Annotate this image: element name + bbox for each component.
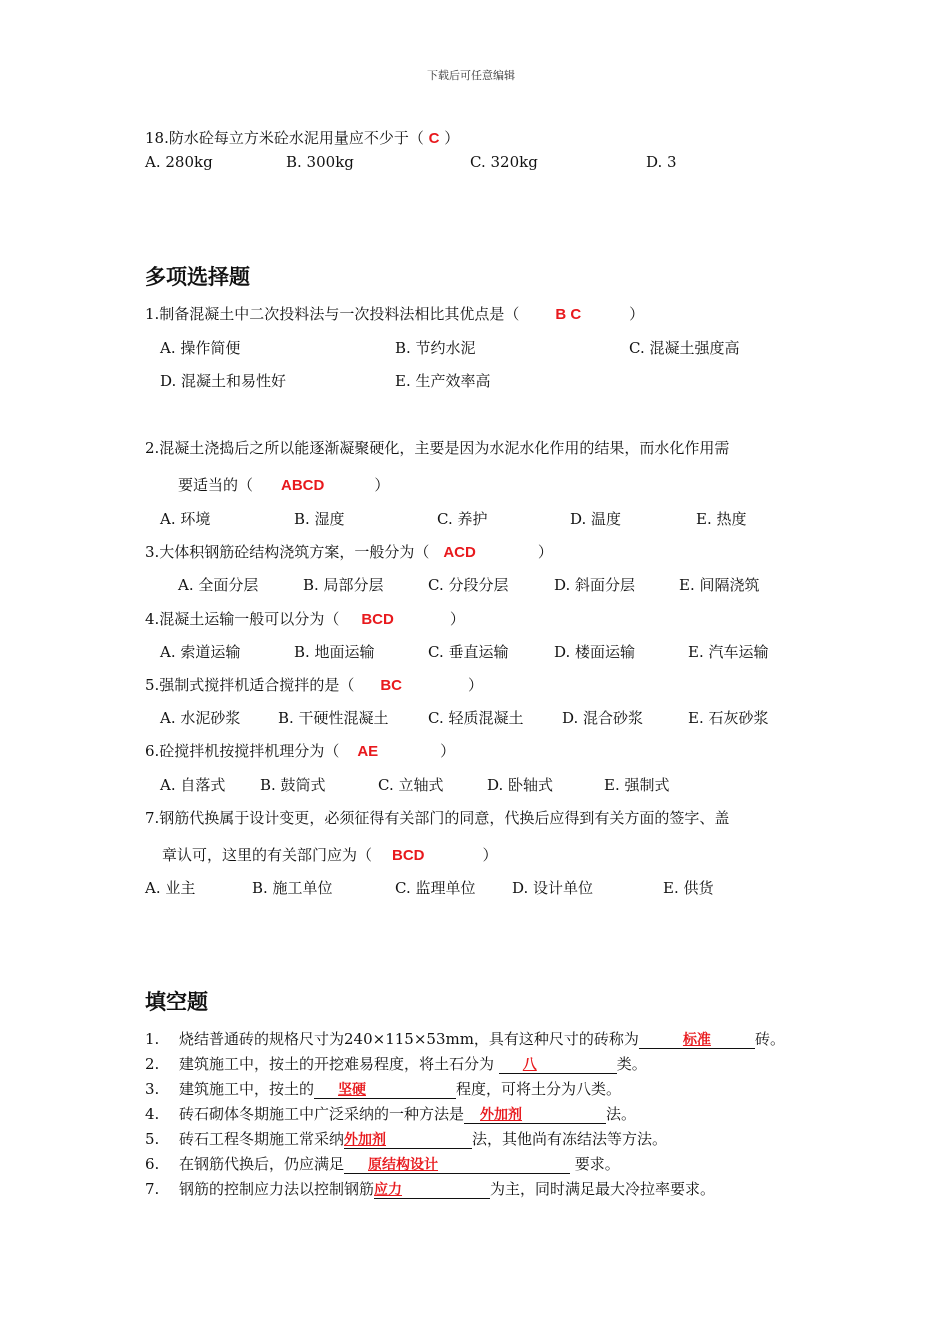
option: D. 卧轴式 xyxy=(487,776,554,794)
option: D. 温度 xyxy=(570,510,622,528)
question-stem: 5.强制式搅拌机适合搅拌的是（ xyxy=(145,676,355,694)
option: A. 操作简便 xyxy=(160,339,241,357)
question-18 xyxy=(145,127,459,148)
question-stem: 要适当的（ xyxy=(178,476,254,494)
fill-item-1 xyxy=(145,1028,785,1049)
fill-item-4 xyxy=(145,1103,636,1124)
answer: C xyxy=(428,130,440,147)
multi-question-1 xyxy=(145,303,644,324)
item-number: 5. xyxy=(145,1130,160,1148)
answer: BC xyxy=(380,677,402,694)
fill-item-6 xyxy=(145,1153,620,1174)
question-close: ） xyxy=(449,610,465,628)
answer: ACD xyxy=(443,544,476,561)
answer-blank xyxy=(344,1131,472,1149)
item-text-after: 类。 xyxy=(616,1055,647,1073)
item-number: 3. xyxy=(145,1080,160,1098)
option: E. 生产效率高 xyxy=(395,372,491,390)
question-close: ） xyxy=(482,846,498,864)
option: E. 热度 xyxy=(696,510,747,528)
fill-item-3 xyxy=(145,1078,621,1099)
question-stem: 章认可，这里的有关部门应为（ xyxy=(162,846,373,864)
answer: 外加剂 xyxy=(344,1131,387,1147)
multi-question-2: 2.混凝土浇捣后之所以能逐渐凝聚硬化，主要是因为水泥水化作用的结果，而水化作用需 xyxy=(145,439,730,457)
item-text: 砖石工程冬期施工常采纳 xyxy=(179,1130,345,1148)
option: B. 干硬性混凝土 xyxy=(278,709,389,727)
answer-blank xyxy=(314,1081,456,1099)
multi-question-5 xyxy=(145,674,483,695)
item-number: 6. xyxy=(145,1155,160,1173)
question-stem: 4.混凝土运输一般可以分为（ xyxy=(145,610,340,628)
multi-question-7: 7.钢筋代换属于设计变更，必须征得有关部门的同意，代换后应得到有关方面的签字、盖 xyxy=(145,809,730,827)
option: B. 局部分层 xyxy=(303,576,384,594)
multi-question-3 xyxy=(145,541,553,562)
fill-item-5 xyxy=(145,1128,667,1149)
option: D. 3 xyxy=(646,153,677,171)
option: A. 自落式 xyxy=(160,776,226,794)
section-title-fill: 填空题 xyxy=(145,990,208,1014)
answer: 坚硬 xyxy=(338,1081,367,1097)
answer: B C xyxy=(555,306,582,323)
answer-blank xyxy=(344,1156,570,1174)
option: A. 环境 xyxy=(160,510,211,528)
option: C. 320kg xyxy=(470,153,538,171)
option: E. 间隔浇筑 xyxy=(679,576,760,594)
multi-question-6 xyxy=(145,740,455,761)
question-stem: 18.防水砼每立方米砼水泥用量应不少于（ xyxy=(145,129,424,147)
question-close: ） xyxy=(444,129,460,147)
item-text-after: 程度，可将土分为八类。 xyxy=(456,1080,622,1098)
option: E. 强制式 xyxy=(604,776,670,794)
option: C. 轻质混凝土 xyxy=(428,709,524,727)
answer: 原结构设计 xyxy=(368,1156,439,1172)
option: D. 设计单位 xyxy=(512,879,594,897)
multi-question-4 xyxy=(145,608,465,629)
option: D. 斜面分层 xyxy=(554,576,636,594)
option: D. 混凝土和易性好 xyxy=(160,372,287,390)
option: C. 监理单位 xyxy=(395,879,476,897)
answer: 八 xyxy=(522,1056,537,1072)
item-text-after: 为主，同时满足最大冷拉率要求。 xyxy=(490,1180,716,1198)
answer: 应力 xyxy=(374,1181,403,1197)
answer-blank xyxy=(464,1106,606,1124)
option: C. 混凝土强度高 xyxy=(629,339,740,357)
question-close: ） xyxy=(374,476,390,494)
question-close: ） xyxy=(440,742,456,760)
option: A. 业主 xyxy=(145,879,196,897)
question-close: ） xyxy=(468,676,484,694)
item-text: 建筑施工中，按土的开挖难易程度，将土石分为 xyxy=(179,1055,499,1073)
item-text: 砖石砌体冬期施工中广泛采纳的一种方法是 xyxy=(179,1105,465,1123)
item-text-after: 法，其他尚有冻结法等方法。 xyxy=(472,1130,668,1148)
option: B. 湿度 xyxy=(294,510,345,528)
item-text: 在钢筋代换后，仍应满足 xyxy=(179,1155,345,1173)
question-stem: 6.砼搅拌机按搅拌机理分为（ xyxy=(145,742,340,760)
question-stem: 3.大体积钢筋砼结构浇筑方案，一般分为（ xyxy=(145,543,430,561)
option: E. 石灰砂浆 xyxy=(688,709,769,727)
option: A. 索道运输 xyxy=(160,643,241,661)
answer: BCD xyxy=(361,611,394,628)
option: B. 地面运输 xyxy=(294,643,375,661)
section-title-multi: 多项选择题 xyxy=(145,265,250,289)
option: D. 楼面运输 xyxy=(554,643,636,661)
answer: AE xyxy=(357,743,379,760)
answer: 外加剂 xyxy=(480,1106,523,1122)
multi-question-7-line2 xyxy=(162,844,498,865)
answer-blank xyxy=(374,1181,490,1199)
option: D. 混合砂浆 xyxy=(562,709,644,727)
answer: 标准 xyxy=(682,1031,711,1047)
item-text-after: 要求。 xyxy=(570,1155,620,1173)
item-text: 建筑施工中，按土的 xyxy=(179,1080,315,1098)
item-number: 4. xyxy=(145,1105,160,1123)
item-text: 钢筋的控制应力法以控制钢筋 xyxy=(179,1180,375,1198)
answer-blank xyxy=(639,1031,755,1049)
question-close: ） xyxy=(537,543,553,561)
option: B. 施工单位 xyxy=(252,879,333,897)
option: C. 分段分层 xyxy=(428,576,509,594)
option: B. 300kg xyxy=(286,153,354,171)
option: E. 供货 xyxy=(663,879,714,897)
item-text-after: 砖。 xyxy=(754,1030,785,1048)
question-close: ） xyxy=(629,305,645,323)
option: B. 节约水泥 xyxy=(395,339,476,357)
answer-blank xyxy=(499,1056,617,1074)
item-text-after: 法。 xyxy=(606,1105,637,1123)
option: C. 立轴式 xyxy=(378,776,444,794)
question-stem: 1.制备混凝土中二次投料法与一次投料法相比其优点是（ xyxy=(145,305,520,323)
answer: ABCD xyxy=(281,477,325,494)
fill-item-2 xyxy=(145,1053,647,1074)
option: C. 养护 xyxy=(437,510,488,528)
item-number: 7. xyxy=(145,1180,160,1198)
item-number: 1. xyxy=(145,1030,160,1048)
answer: BCD xyxy=(392,847,425,864)
option: A. 水泥砂浆 xyxy=(160,709,241,727)
option: E. 汽车运输 xyxy=(688,643,769,661)
item-number: 2. xyxy=(145,1055,160,1073)
option: A. 280kg xyxy=(145,153,213,171)
multi-question-2-line2 xyxy=(178,474,389,495)
option: A. 全面分层 xyxy=(178,576,259,594)
page-header: 下载后可任意编辑 xyxy=(427,69,515,82)
fill-item-7 xyxy=(145,1178,715,1199)
option: C. 垂直运输 xyxy=(428,643,509,661)
option: B. 鼓筒式 xyxy=(260,776,326,794)
item-text: 烧结普通砖的规格尺寸为240×115×53mm，具有这种尺寸的砖称为 xyxy=(179,1030,639,1048)
